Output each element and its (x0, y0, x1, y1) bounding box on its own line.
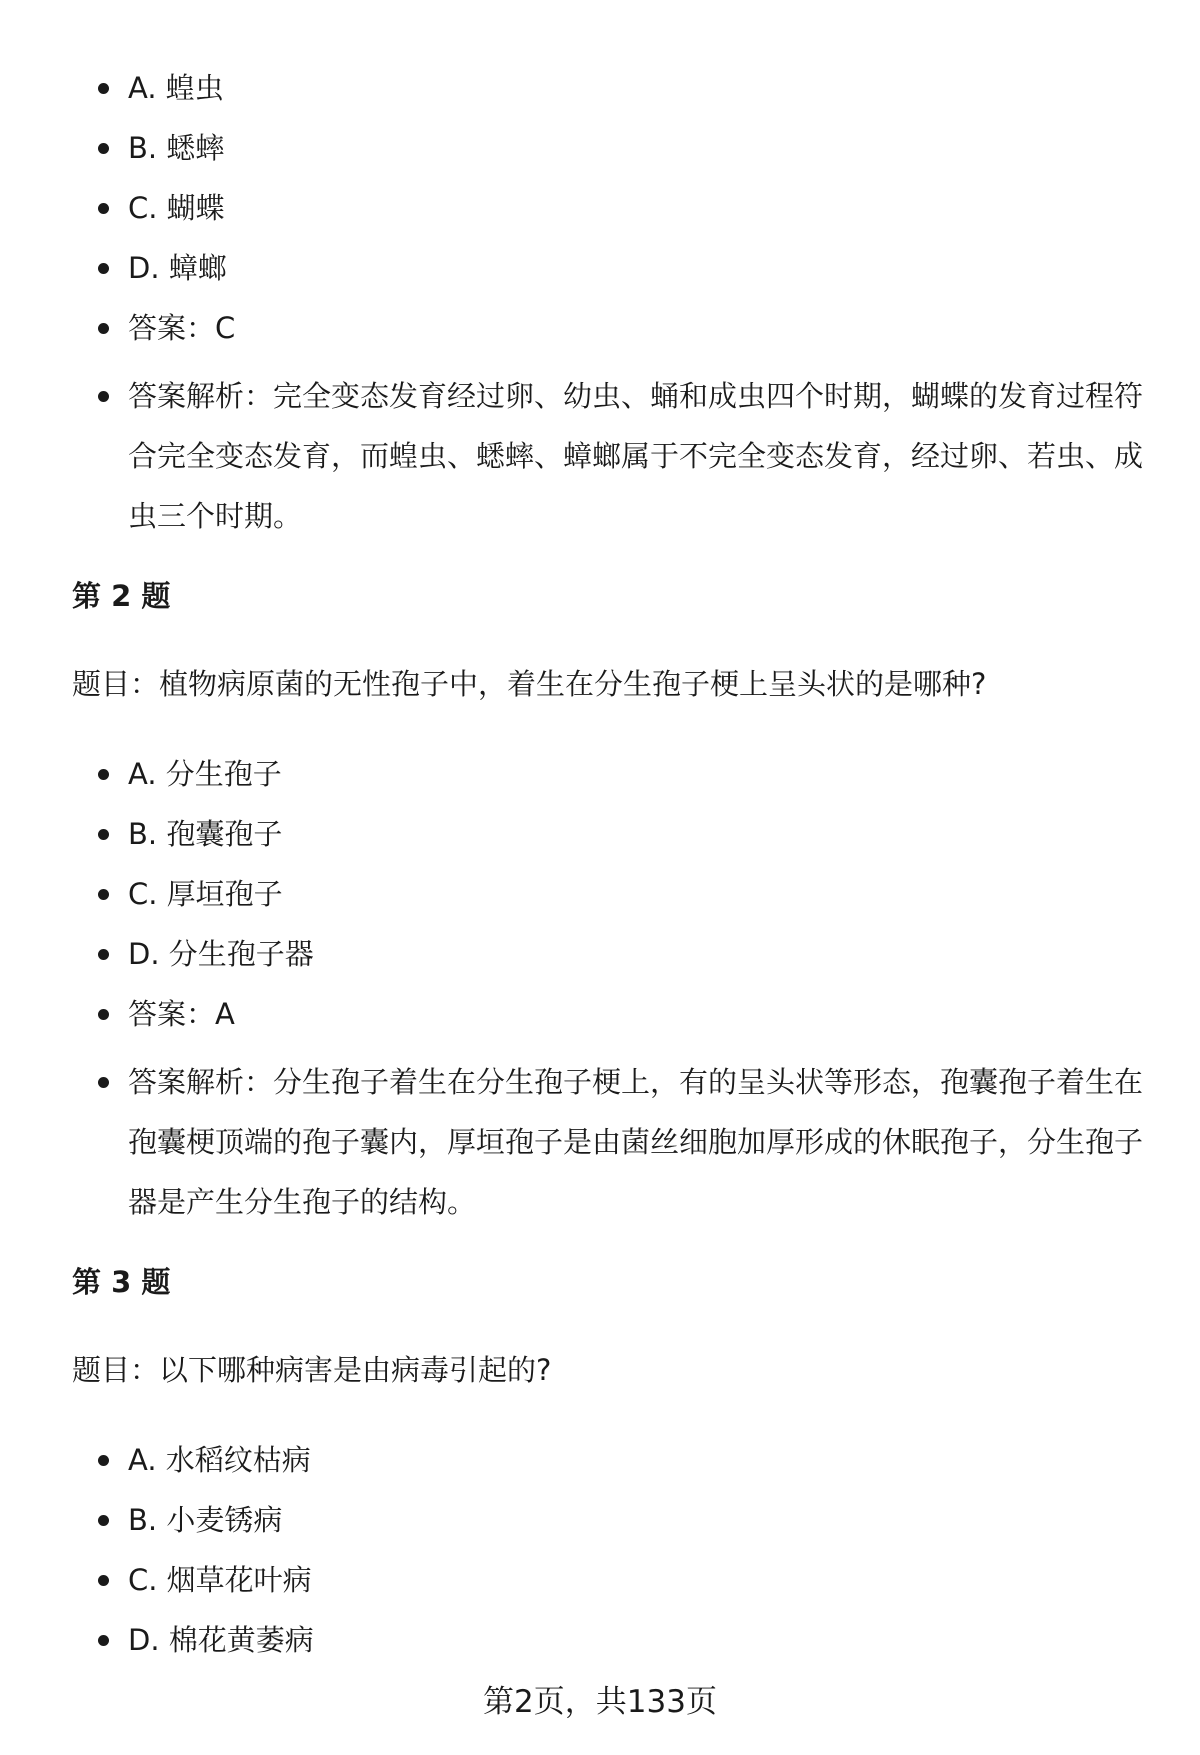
q1-option-a: A. 蝗虫 (0, 58, 1200, 118)
page-number-footer: 第2页，共133页 (483, 1684, 717, 1720)
q1-option-b: B. 蟋蟀 (0, 118, 1200, 178)
q1-options-list (0, 58, 1200, 546)
q1-analysis: 答案解析：完全变态发育经过卵、幼虫、蛹和成虫四个时期，蝴蝶的发育过程符合完全变态发育，而蝗虫、蟋蟀、蟑螂属于不完全变态发育，经过卵、若虫、成虫三个时期。 (0, 366, 1152, 546)
q3-option-d: D. 棉花黄萎病 (0, 1610, 1200, 1670)
q3-heading: 第 3 题 (72, 1265, 171, 1299)
q1-option-d: D. 蟑螂 (0, 238, 1200, 298)
q3-option-a: A. 水稻纹枯病 (0, 1430, 1200, 1490)
q2-analysis: 答案解析：分生孢子着生在分生孢子梗上，有的呈头状等形态，孢囊孢子着生在孢囊梗顶端的孢子囊内，厚垣孢子是由菌丝细胞加厚形成的休眠孢子，分生孢子器是产生分生孢子的结构。 (0, 1052, 1152, 1232)
q2-heading: 第 2 题 (72, 579, 171, 613)
q2-options-list (0, 744, 1200, 1232)
q3-option-b: B. 小麦锈病 (0, 1490, 1200, 1550)
q2-option-a: A. 分生孢子 (0, 744, 1200, 804)
q2-option-b: B. 孢囊孢子 (0, 804, 1200, 864)
q3-options-list (0, 1430, 1200, 1670)
q2-answer: 答案：A (0, 984, 1200, 1044)
q3-question: 题目：以下哪种病害是由病毒引起的? (72, 1353, 552, 1387)
q3-option-c: C. 烟草花叶病 (0, 1550, 1200, 1610)
q1-answer: 答案：C (0, 298, 1200, 358)
q2-option-d: D. 分生孢子器 (0, 924, 1200, 984)
q2-question: 题目：植物病原菌的无性孢子中，着生在分生孢子梗上呈头状的是哪种? (72, 667, 987, 701)
q1-option-c: C. 蝴蝶 (0, 178, 1200, 238)
q2-option-c: C. 厚垣孢子 (0, 864, 1200, 924)
